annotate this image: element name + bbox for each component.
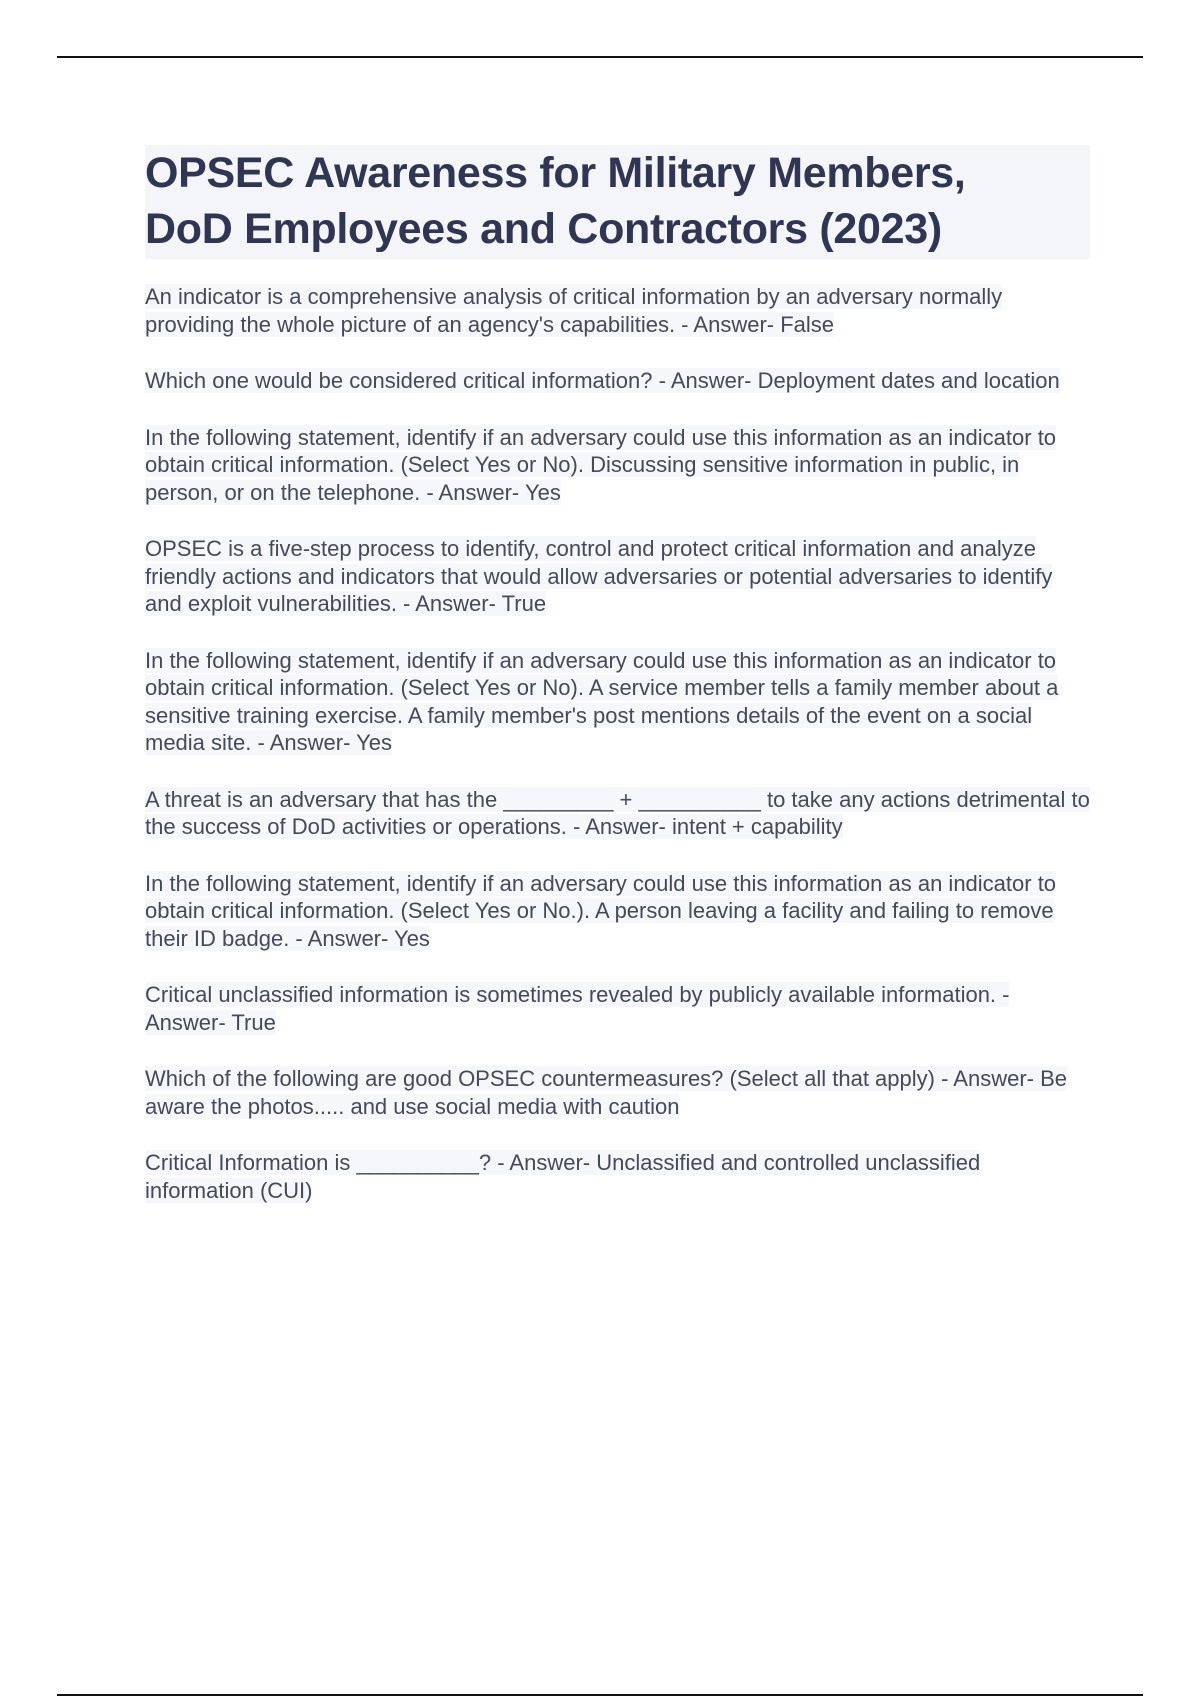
qa-item bbox=[145, 367, 1090, 395]
qa-text: A threat is an adversary that has the _________ + __________ to take any actions detrimental to the success of DoD activities or operations. - Answer- intent + capability bbox=[145, 786, 1090, 839]
top-divider bbox=[57, 56, 1143, 58]
page-title bbox=[145, 145, 1084, 257]
qa-text: OPSEC is a five-step process to identify, control and protect critical information and analyze friendly actions and indicators that would allow adversaries or potential adversaries to identify and exploit vulnerabilities. - Answer- True bbox=[145, 536, 1053, 616]
qa-item bbox=[145, 1149, 1090, 1204]
qa-item bbox=[145, 870, 1090, 953]
qa-item bbox=[145, 786, 1090, 841]
qa-text: Which of the following are good OPSEC countermeasures? (Select all that apply) - Answer- Be aware the photos..... and use social media with caution bbox=[145, 1066, 1068, 1119]
qa-text: In the following statement, identify if an adversary could use this information as an indicator to obtain critical information. (Select Yes or No). Discussing sensitive information in public, in person, or on the telephone. - Answer- Yes bbox=[145, 424, 1057, 505]
title-line-2: DoD Employees and Contractors (2023) bbox=[145, 205, 942, 253]
qa-text: Critical Information is __________? - Answer- Unclassified and controlled unclassified information (CUI) bbox=[145, 1150, 981, 1203]
qa-text: Which one would be considered critical information? - Answer- Deployment dates and location bbox=[145, 368, 1060, 393]
title-block bbox=[145, 145, 1090, 259]
bottom-divider bbox=[57, 1694, 1143, 1696]
qa-item bbox=[145, 647, 1090, 757]
qa-item bbox=[145, 535, 1090, 618]
qa-text: An indicator is a comprehensive analysis of critical information by an adversary normally providing the whole picture of an agency's capabilities. - Answer- False bbox=[145, 284, 1003, 337]
title-line-1: OPSEC Awareness for Military Members, bbox=[145, 149, 966, 197]
qa-item bbox=[145, 283, 1090, 338]
qa-item bbox=[145, 981, 1090, 1036]
qa-text: Critical unclassified information is sometimes revealed by publicly available information. - Answer- True bbox=[145, 982, 1010, 1035]
qa-text: In the following statement, identify if an adversary could use this information as an indicator to obtain critical information. (Select Yes or No). A service member tells a family member about a sensitive training exercise. A family member's post mentions details of the event on a social media site. - Answer- Yes bbox=[145, 647, 1059, 755]
qa-item bbox=[145, 1065, 1090, 1120]
qa-list bbox=[145, 283, 1090, 1204]
qa-text: In the following statement, identify if an adversary could use this information as an indicator to obtain critical information. (Select Yes or No.). A person leaving a facility and failing to remove their ID badge. - Answer- Yes bbox=[145, 870, 1057, 951]
qa-item bbox=[145, 424, 1090, 507]
document-body bbox=[145, 145, 1090, 1233]
